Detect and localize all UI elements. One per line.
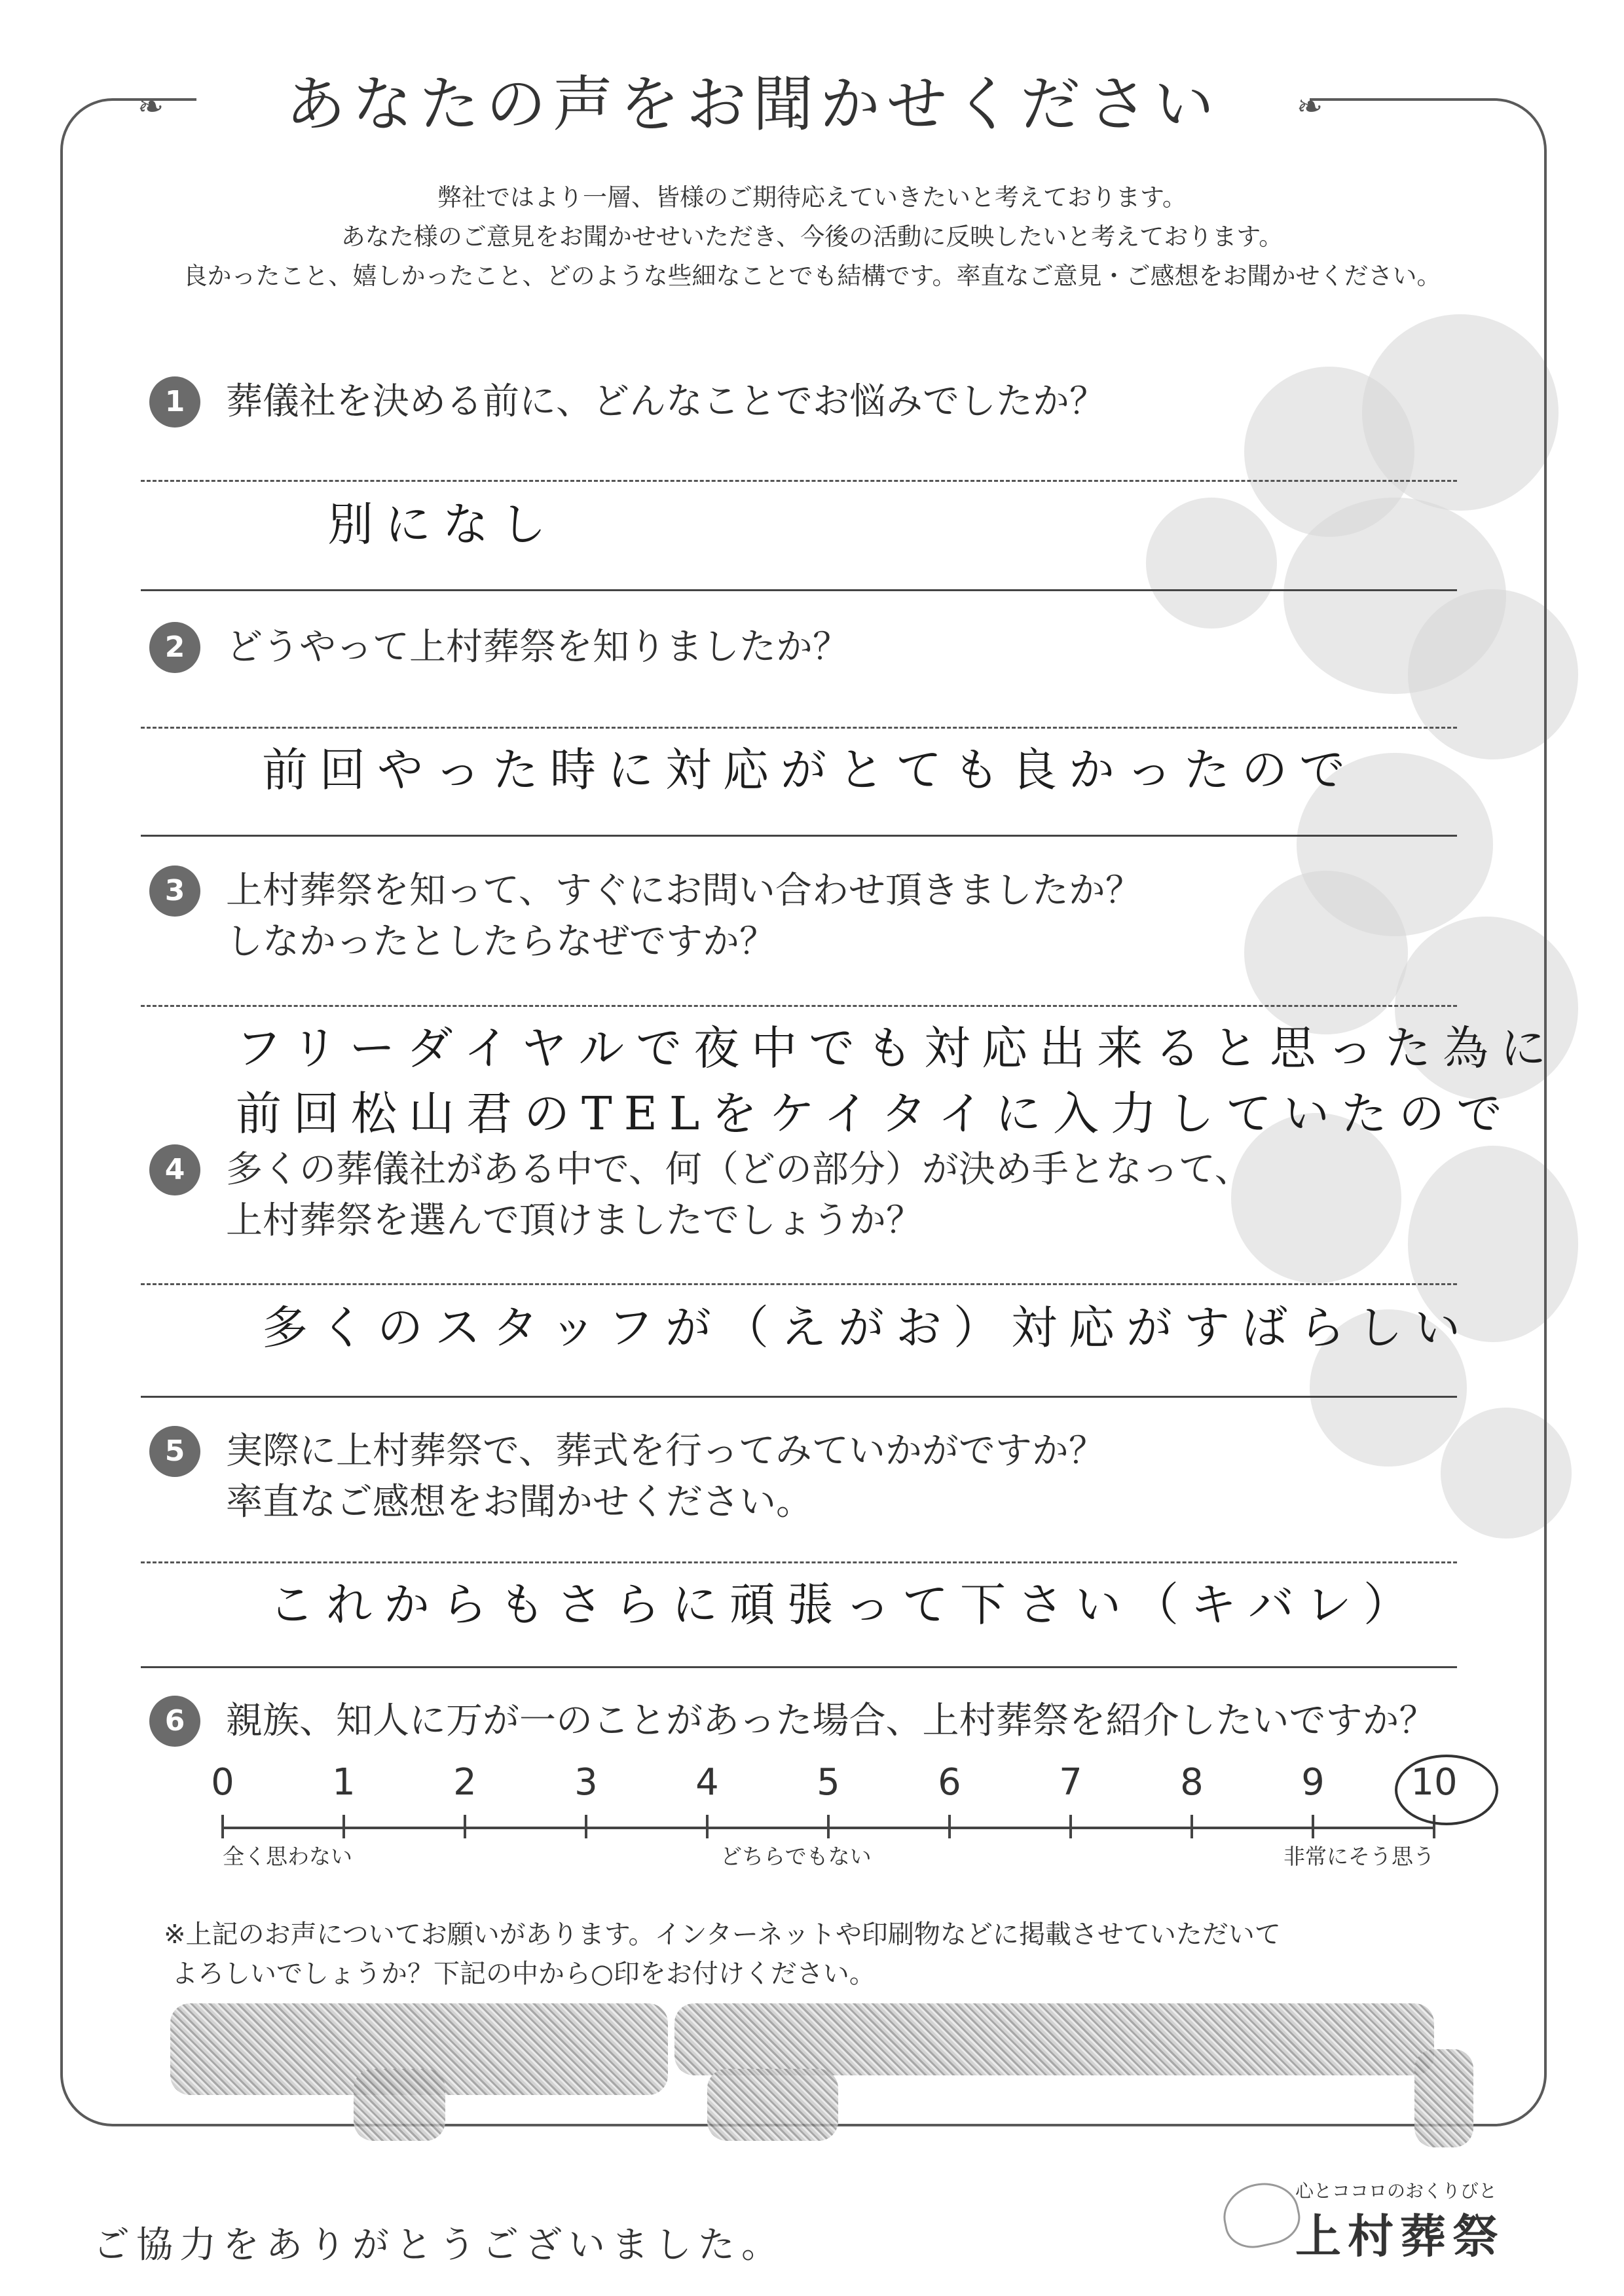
handwritten-answer: 前回やった時に対応がとても良かったので xyxy=(262,743,1357,797)
question-text: 上村葬祭を知って、すぐにお問い合わせ頂きましたか？ xyxy=(226,869,1142,912)
question-text: 親族、知人に万が一のことがあった場合、上村葬祭を紹介したいですか？ xyxy=(226,1700,1436,1742)
question-number-badge: 6 xyxy=(149,1696,200,1747)
scale-tick xyxy=(1190,1815,1193,1838)
scale-number-4: 4 xyxy=(695,1761,719,1804)
title-banner xyxy=(196,62,1310,147)
scale-label-low: 全く思わない xyxy=(223,1844,352,1869)
answer-guide-line xyxy=(141,727,1457,729)
answer-guide-line xyxy=(141,1005,1457,1007)
question-number-badge: 1 xyxy=(149,376,200,428)
scale-tick xyxy=(464,1815,466,1838)
section-divider xyxy=(141,835,1457,837)
logo-tagline: 心とココロのおくりびと xyxy=(1295,2180,1498,2202)
scale-tick xyxy=(827,1815,830,1838)
scale-number-7: 7 xyxy=(1059,1761,1082,1804)
ornament-left-icon: ❧ xyxy=(138,88,164,125)
scale-tick xyxy=(1312,1815,1314,1838)
note-line: よろしいでしょうか？下記の中から○印をお付けください。 xyxy=(172,1959,876,1989)
question-number-badge: 2 xyxy=(149,622,200,673)
scale-label-high: 非常にそう思う xyxy=(1283,1844,1435,1869)
heart-logo-icon xyxy=(1217,2176,1304,2253)
intro-line: 弊社ではより一層、皆様のご期待応えていきたいと考えております。 xyxy=(437,183,1187,211)
scale-tick xyxy=(706,1815,709,1838)
handwritten-answer: 多くのスタッフが（えがお）対応がすばらしい xyxy=(262,1301,1472,1355)
question-text: どうやって上村葬祭を知りましたか？ xyxy=(226,626,849,668)
question-text: 葬儀社を決める前に、どんなことでお悩みでしたか？ xyxy=(226,380,1106,423)
question-text: しなかったとしたらなぜですか？ xyxy=(226,920,776,963)
handwritten-answer: これからもさらに頑張って下さい（キバレ） xyxy=(268,1578,1421,1631)
handwritten-answer: フリーダイヤルで夜中でも対応出来ると思った為に xyxy=(236,1021,1559,1075)
section-divider xyxy=(141,1666,1457,1668)
redacted-area xyxy=(674,2003,1434,2075)
page-title: あなたの声をお聞かせください xyxy=(285,69,1221,139)
logo-name: 上村葬祭 xyxy=(1295,2210,1505,2263)
question-text: 実際に上村葬祭で、葬式を行ってみていかがですか？ xyxy=(226,1430,1105,1472)
handwritten-answer: 別になし xyxy=(327,498,558,551)
scale-label-mid: どちらでもない xyxy=(720,1844,872,1869)
redacted-area xyxy=(1414,2049,1473,2147)
intro-line: 良かったこと、嬉しかったこと、どのような些細なことでも結構です。率直なご意見・ご感想をお聞かせください。 xyxy=(183,262,1441,290)
scale-number-8: 8 xyxy=(1180,1761,1204,1804)
intro-line: あなた様のご意見をお聞かせせいただき、今後の活動に反映したいと考えております。 xyxy=(341,223,1283,251)
scale-tick xyxy=(342,1815,345,1838)
note-line: ※上記のお声についてお願いがあります。インターネットや印刷物などに掲載させていただいて xyxy=(164,1920,1281,1950)
scale-number-10: 10 xyxy=(1411,1761,1458,1804)
section-divider xyxy=(141,1396,1457,1398)
scale-number-6: 6 xyxy=(938,1761,961,1804)
scale-number-2: 2 xyxy=(453,1761,477,1804)
section-divider xyxy=(141,589,1457,591)
question-number-badge: 5 xyxy=(149,1426,200,1477)
answer-guide-line xyxy=(141,1561,1457,1563)
question-text: 上村葬祭を選んで頂けましたでしょうか？ xyxy=(226,1199,923,1242)
scale-number-5: 5 xyxy=(817,1761,840,1804)
answer-guide-line xyxy=(141,480,1457,482)
redacted-area xyxy=(707,2069,838,2141)
scale-number-0: 0 xyxy=(211,1761,234,1804)
question-number-badge: 3 xyxy=(149,866,200,917)
handwritten-answer: 前回松山君のTELをケイタイに入力していたので xyxy=(236,1087,1514,1140)
scale-tick xyxy=(221,1815,224,1838)
scale-number-3: 3 xyxy=(574,1761,598,1804)
question-text: 多くの葬儀社がある中で、何（どの部分）が決め手となって、 xyxy=(226,1148,1251,1191)
scale-tick xyxy=(585,1815,587,1838)
selected-rating-circle xyxy=(1395,1755,1498,1825)
scale-number-9: 9 xyxy=(1301,1761,1325,1804)
scale-tick xyxy=(1069,1815,1072,1838)
thank-you-message: ご協力をありがとうございました。 xyxy=(93,2224,784,2267)
answer-guide-line xyxy=(141,1283,1457,1285)
question-number-badge: 4 xyxy=(149,1144,200,1195)
scale-tick xyxy=(948,1815,951,1838)
ornament-right-icon: ❧ xyxy=(1297,88,1323,125)
scale-number-1: 1 xyxy=(332,1761,356,1804)
question-text: 率直なご感想をお聞かせください。 xyxy=(226,1481,813,1523)
redacted-area xyxy=(354,2069,445,2141)
